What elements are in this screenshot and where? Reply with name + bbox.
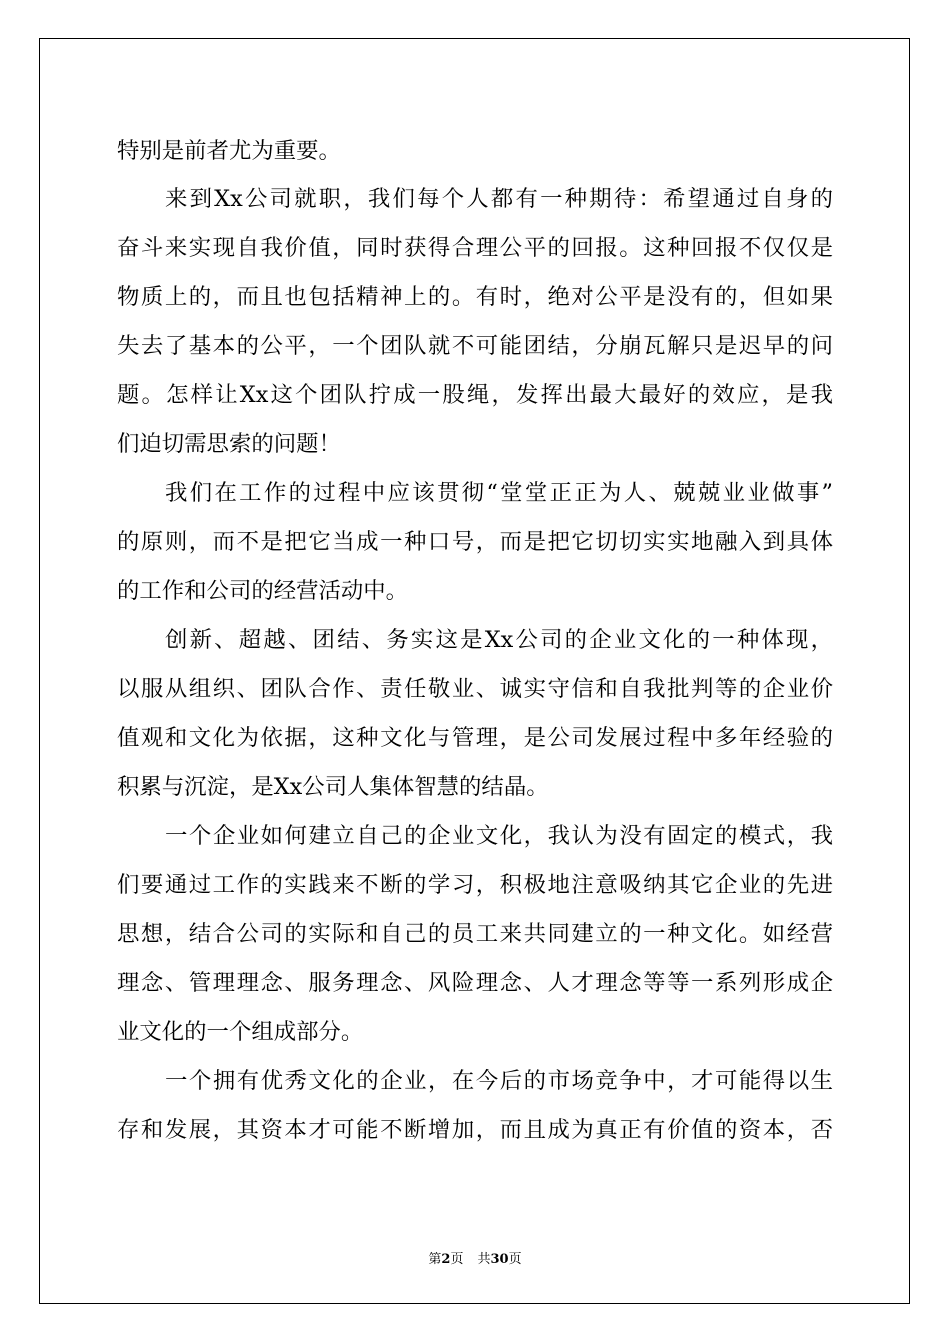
text-line: 业文化的一个组成部分。 (117, 1019, 364, 1045)
total-pages: 30 (490, 1252, 509, 1267)
text-line: 特别是前者尤为重要。 (117, 138, 341, 164)
page-footer (0, 1248, 950, 1267)
text-line: 创新、超越、团结、务实这是Xx公司的企业文化的一种体现， (165, 627, 833, 653)
text-line: 物质上的，而且也包括精神上的。有时，绝对公平是没有的，但如果 (117, 284, 833, 310)
text-line: 思想，结合公司的实际和自己的员工来共同建立的一种文化。如经营 (117, 921, 833, 947)
text-line: 以服从组织、团队合作、责任敬业、诚实守信和自我批判等的企业价 (117, 676, 833, 702)
page-prefix: 第 (428, 1252, 442, 1267)
text-line: 的原则，而不是把它当成一种口号，而是把它切切实实地融入到具体 (117, 529, 833, 555)
page-suffix: 页 (450, 1252, 464, 1267)
text-line: 积累与沉淀，是Xx公司人集体智慧的结晶。 (117, 774, 549, 800)
text-line: 们要通过工作的实践来不断的学习，积极地注意吸纳其它企业的先进 (117, 872, 833, 898)
text-line: 失去了基本的公平，一个团队就不可能团结，分崩瓦解只是迟早的问 (117, 333, 833, 359)
text-line: 一个拥有优秀文化的企业，在今后的市场竞争中，才可能得以生 (165, 1068, 833, 1094)
text-line: 题。怎样让Xx这个团队拧成一股绳，发挥出最大最好的效应，是我 (117, 382, 833, 408)
text-line: 存和发展，其资本才可能不断增加，而且成为真正有价值的资本，否 (117, 1117, 833, 1143)
text-line: 来到Xx公司就职，我们每个人都有一种期待：希望通过自身的 (165, 186, 833, 212)
text-line: 一个企业如何建立自己的企业文化，我认为没有固定的模式，我 (165, 823, 833, 849)
text-line: 们迫切需思索的问题！ (117, 431, 341, 457)
total-suffix: 页 (508, 1252, 522, 1267)
page-number: 2 (441, 1252, 451, 1267)
text-line: 奋斗来实现自我价值，同时获得合理公平的回报。这种回报不仅仅是 (117, 235, 833, 261)
text-line: 理念、管理理念、服务理念、风险理念、人才理念等等一系列形成企 (117, 970, 833, 996)
text-line: 值观和文化为依据，这种文化与管理，是公司发展过程中多年经验的 (117, 725, 833, 751)
total-prefix: 共 (477, 1252, 491, 1267)
text-line: 我们在工作的过程中应该贯彻“堂堂正正为人、兢兢业业做事” (165, 480, 833, 506)
text-line: 的工作和公司的经营活动中。 (117, 578, 409, 604)
